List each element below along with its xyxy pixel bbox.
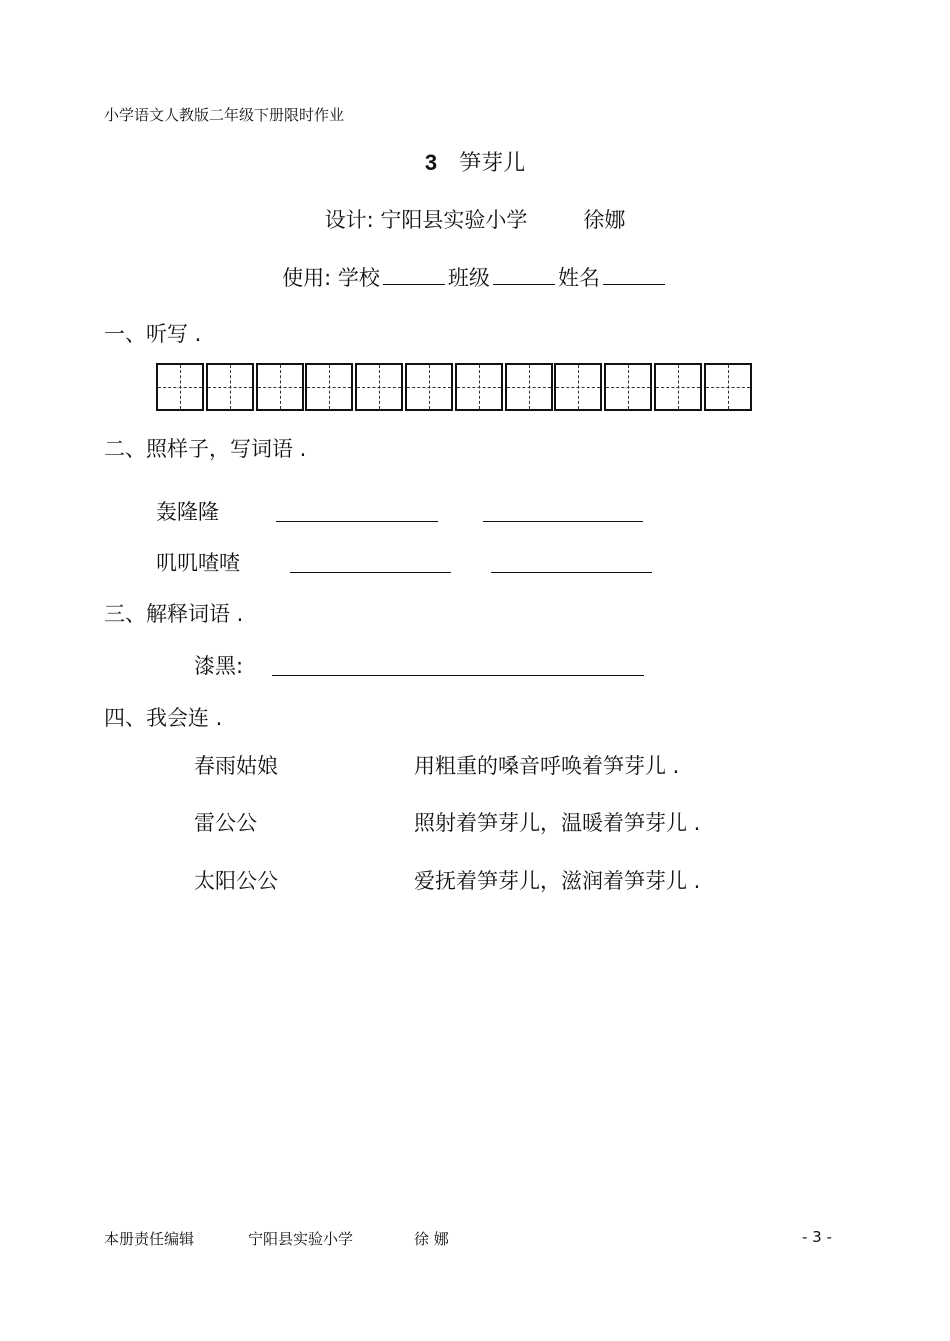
grid-guide-vertical bbox=[429, 365, 430, 409]
lesson-number: 3 bbox=[424, 150, 438, 175]
lesson-title bbox=[0, 146, 950, 177]
lesson-name: 笋芽儿 bbox=[459, 151, 526, 176]
explain-term: 漆黑: bbox=[194, 654, 244, 678]
explain-answer-line[interactable] bbox=[272, 675, 644, 676]
school-blank[interactable] bbox=[383, 262, 445, 285]
page-header: 小学语文人教版二年级下册限时作业 bbox=[104, 106, 345, 124]
writing-box[interactable] bbox=[505, 363, 553, 411]
grid-guide-vertical bbox=[628, 365, 629, 409]
section-explain-heading: 三、解释词语 . bbox=[104, 602, 244, 626]
grid-guide-vertical bbox=[728, 365, 729, 409]
writing-box[interactable] bbox=[156, 363, 204, 411]
writing-box[interactable] bbox=[256, 363, 304, 411]
grid-guide-vertical bbox=[230, 365, 231, 409]
answer-line-1a[interactable] bbox=[276, 521, 438, 522]
grid-guide-vertical bbox=[678, 365, 679, 409]
connect-left-3[interactable]: 太阳公公 bbox=[194, 869, 278, 893]
connect-right-1[interactable]: 用粗重的嗓音呼唤着笋芽儿 . bbox=[414, 754, 680, 778]
usage-line bbox=[0, 262, 950, 292]
designer-school: 宁阳县实验小学 bbox=[380, 208, 528, 232]
grid-guide-vertical bbox=[479, 365, 480, 409]
section-connect-heading: 四、我会连 . bbox=[104, 706, 223, 730]
writing-box[interactable] bbox=[604, 363, 652, 411]
pattern-example-2: 叽叽喳喳 bbox=[156, 551, 240, 575]
footer-name: 徐 娜 bbox=[414, 1230, 449, 1248]
designer-line bbox=[0, 204, 950, 234]
usage-label: 使用: bbox=[282, 266, 332, 290]
connect-right-2[interactable]: 照射着笋芽儿，温暖着笋芽儿 . bbox=[414, 811, 701, 835]
dictation-grid bbox=[156, 363, 754, 411]
grid-guide-vertical bbox=[578, 365, 579, 409]
connect-left-2[interactable]: 雷公公 bbox=[194, 811, 257, 835]
answer-line-1b[interactable] bbox=[483, 521, 643, 522]
writing-box[interactable] bbox=[405, 363, 453, 411]
answer-line-2a[interactable] bbox=[290, 572, 451, 573]
answer-line-2b[interactable] bbox=[491, 572, 652, 573]
grid-guide-vertical bbox=[180, 365, 181, 409]
designer-label: 设计: bbox=[324, 208, 374, 232]
grid-guide-vertical bbox=[529, 365, 530, 409]
connect-right-3[interactable]: 爱抚着笋芽儿，滋润着笋芽儿 . bbox=[414, 869, 701, 893]
pattern-example-1: 轰隆隆 bbox=[156, 500, 219, 524]
grid-guide-vertical bbox=[329, 365, 330, 409]
designer-name: 徐娜 bbox=[583, 208, 626, 232]
name-label: 姓名 bbox=[557, 266, 600, 290]
grid-guide-vertical bbox=[280, 365, 281, 409]
connect-left-1[interactable]: 春雨姑娘 bbox=[194, 754, 278, 778]
writing-box[interactable] bbox=[305, 363, 353, 411]
writing-box[interactable] bbox=[206, 363, 254, 411]
writing-box[interactable] bbox=[455, 363, 503, 411]
class-blank[interactable] bbox=[493, 262, 555, 285]
writing-box[interactable] bbox=[654, 363, 702, 411]
writing-box[interactable] bbox=[355, 363, 403, 411]
grid-guide-vertical bbox=[379, 365, 380, 409]
section-dictation-heading: 一、听写 . bbox=[104, 322, 202, 346]
page-number: - 3 - bbox=[802, 1228, 832, 1246]
writing-box[interactable] bbox=[554, 363, 602, 411]
class-label: 班级 bbox=[447, 266, 490, 290]
name-blank[interactable] bbox=[603, 262, 665, 285]
writing-box[interactable] bbox=[704, 363, 752, 411]
footer-school: 宁阳县实验小学 bbox=[248, 1230, 354, 1248]
school-label: 学校 bbox=[337, 266, 380, 290]
footer-editor-label: 本册责任编辑 bbox=[104, 1230, 195, 1248]
section-pattern-heading: 二、照样子，写词语 . bbox=[104, 437, 307, 461]
